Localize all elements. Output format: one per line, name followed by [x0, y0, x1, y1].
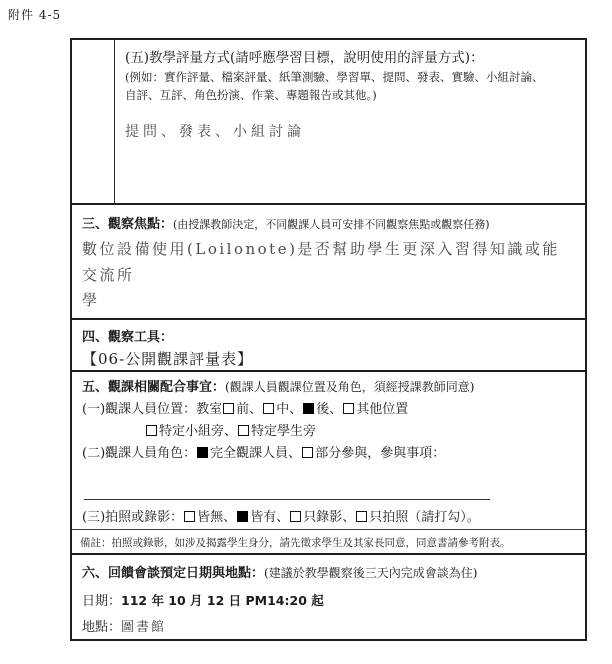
arrangements-header	[82, 377, 575, 399]
feedback-date-value: 112 年 10 月 12 日 PM14:20 起	[121, 592, 324, 608]
observation-focus-note: (由授課教師決定，不同觀課人員可安排不同觀察焦點或觀察任務)	[173, 218, 490, 231]
observer-position-options: 前、 中、 後、 其他位置	[222, 402, 408, 417]
feedback-date-label: 日期：	[82, 593, 122, 609]
checkbox-unchecked[interactable]	[290, 511, 301, 522]
checkbox-label: 特定學生旁	[251, 424, 317, 440]
checkbox-checked[interactable]	[197, 447, 208, 458]
feedback-title: 六、回饋會談預定日期與地點：	[82, 566, 265, 581]
checkbox-label: 只錄影	[303, 510, 343, 526]
feedback-date-line	[82, 588, 575, 616]
checkbox-label: 前	[236, 402, 250, 418]
row-observation-focus	[72, 203, 585, 318]
checkbox-unchecked[interactable]	[184, 511, 195, 522]
teaching-evaluation-answer: 提問、發表、小組討論	[125, 123, 305, 140]
photo-video-line	[82, 507, 575, 529]
checkbox-unchecked[interactable]	[223, 403, 234, 414]
observation-focus-answer	[82, 237, 575, 314]
observation-tool-title: 四、觀察工具：	[82, 330, 174, 345]
row-number-cell	[72, 40, 115, 203]
teaching-evaluation-example-line2: 自評、互評、角色扮演、作業、專題報告或其他。)	[125, 88, 377, 103]
observation-form-table	[70, 38, 587, 641]
checkbox-label: 特定小組旁	[159, 424, 225, 440]
checkbox-label: 只拍照（請打勾）。	[369, 510, 480, 526]
teaching-evaluation-content	[115, 40, 585, 203]
row-observation-tool	[72, 318, 585, 370]
observer-role-line	[82, 443, 575, 465]
checkbox-label: 中	[276, 402, 290, 418]
checkbox-unchecked[interactable]	[263, 403, 274, 414]
arrangements-note: (觀課人員觀課位置及角色，須經授課教師同意)	[225, 380, 475, 394]
checkbox-label: 完全觀課人員	[210, 446, 289, 462]
observation-focus-header	[82, 213, 575, 232]
feedback-header	[82, 561, 575, 588]
feedback-location-line	[82, 615, 575, 642]
feedback-note: (建議於教學觀察後三天內完成會談為住)	[264, 566, 478, 580]
attachment-label: 附件 4-5	[8, 8, 62, 22]
observer-position-secondary-line	[82, 421, 575, 443]
observer-role-label: (二)觀課人員角色：	[82, 446, 197, 462]
feedback-location-label: 地點：	[82, 620, 122, 636]
checkbox-unchecked[interactable]	[238, 425, 249, 436]
observation-focus-answer-line2: 學	[82, 291, 100, 309]
teaching-evaluation-title: (五)教學評量方式(請呼應學習目標，說明使用的評量方式)：	[125, 50, 484, 66]
observation-tool-value: 【06-公開觀課評量表】	[82, 350, 254, 368]
remark-text: 備註：拍照或錄影，如涉及揭露學生身分，請先徵求學生及其家長同意，同意書請參考附表。	[80, 537, 511, 549]
teaching-evaluation-example-line1: (例如：實作評量、檔案評量、紙筆測驗、學習單、提問、發表、實驗、小組討論、	[125, 69, 544, 84]
row-remark	[72, 529, 585, 553]
checkbox-label: 皆有	[250, 510, 277, 526]
checkbox-label: 皆無	[197, 510, 224, 526]
checkbox-checked[interactable]	[303, 403, 314, 414]
checkbox-unchecked[interactable]	[356, 511, 367, 522]
row-teaching-evaluation	[72, 40, 585, 203]
photo-video-options: 皆無、 皆有、 只錄影、 只拍照（請打勾）。	[183, 510, 480, 525]
observation-focus-title: 三、觀察焦點：	[82, 217, 174, 232]
row-feedback-meeting	[72, 553, 585, 639]
checkbox-unchecked[interactable]	[343, 403, 354, 414]
checkbox-unchecked[interactable]	[146, 425, 157, 436]
checkbox-label: 部分參與，參與事項：	[315, 446, 446, 462]
participation-detail-blank-line[interactable]	[84, 499, 490, 500]
row-arrangements	[72, 370, 585, 529]
feedback-location-value: 圖書館	[121, 620, 167, 636]
checkbox-unchecked[interactable]	[302, 447, 313, 458]
observer-position-line	[82, 399, 575, 421]
checkbox-label: 其他位置	[356, 402, 409, 418]
observation-focus-answer-line1: 數位設備使用(Loilonote)是否幫助學生更深入習得知識或能交流所	[82, 240, 560, 284]
observer-role-options: 完全觀課人員、 部分參與，參與事項：	[196, 446, 445, 461]
arrangements-title: 五、觀課相關配合事宜：	[82, 380, 226, 395]
observer-position-label: (一)觀課人員位置：教室	[82, 402, 223, 418]
photo-video-label: (三)拍照或錄影：	[82, 510, 184, 526]
checkbox-checked[interactable]	[237, 511, 248, 522]
observer-position-secondary-options: 特定小組旁、 特定學生旁	[145, 424, 316, 439]
checkbox-label: 後	[316, 402, 330, 418]
